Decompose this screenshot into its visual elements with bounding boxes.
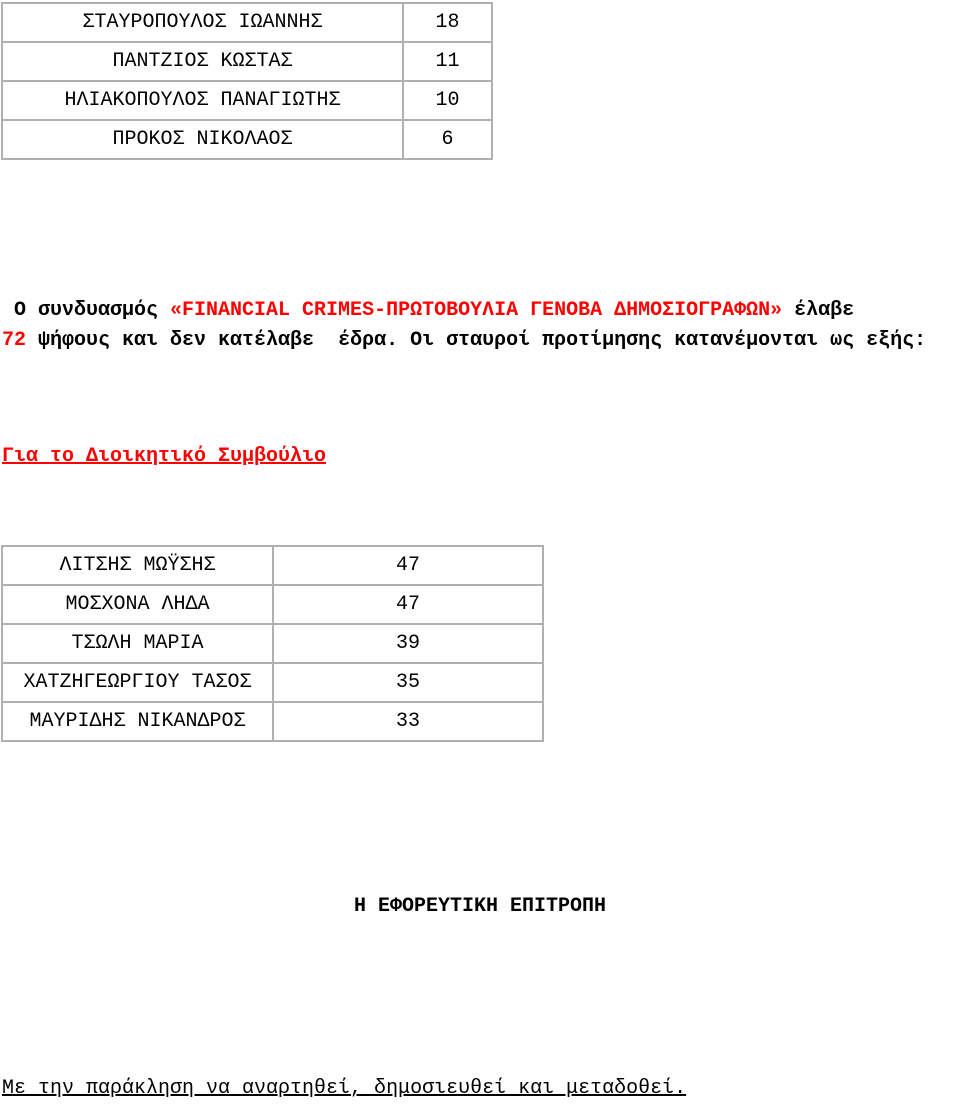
paragraph-rest: ψήφους και δεν κατέλαβε έδρα. Οι σταυροί προτίμησης κατανέμονται ως εξής: <box>26 329 927 352</box>
publication-request: Με την παράκληση να αναρτηθεί, δημοσιευθεί και μεταδοθεί. <box>2 1077 687 1100</box>
table-row <box>2 42 492 81</box>
candidate-votes: 10 <box>403 81 492 120</box>
table-row <box>2 624 543 663</box>
candidate-votes: 47 <box>273 585 543 624</box>
candidate-name: ΣΤΑΥΡΟΠΟΥΛΟΣ ΙΩΑΝΝΗΣ <box>2 3 403 42</box>
board-votes-table <box>1 545 544 742</box>
candidate-name: ΠΡΟΚΟΣ ΝΙΚΟΛΑΟΣ <box>2 120 403 159</box>
candidate-votes: 39 <box>273 624 543 663</box>
combination-name: «FINANCIAL CRIMES-ΠΡΩΤΟΒΟΥΛΙΑ ΓΕΝΟΒΑ ΔΗΜΟΣΙΟΓΡΑΦΩΝ» <box>170 299 783 322</box>
candidate-name: ΧΑΤΖΗΓΕΩΡΓΙΟΥ ΤΑΣΟΣ <box>2 663 273 702</box>
preference-votes-table <box>1 2 493 160</box>
table-row <box>2 663 543 702</box>
combination-result-paragraph <box>2 296 958 356</box>
candidate-name: ΛΙΤΣΗΣ ΜΩΫΣΗΣ <box>2 546 273 585</box>
table-row <box>2 3 492 42</box>
candidate-name: ΜΟΣΧΟΝΑ ΛΗΔΑ <box>2 585 273 624</box>
table-row <box>2 546 543 585</box>
table-row <box>2 81 492 120</box>
candidate-votes: 6 <box>403 120 492 159</box>
table-row <box>2 702 543 741</box>
paragraph-tail: έλαβε <box>782 299 855 322</box>
table-row <box>2 585 543 624</box>
candidate-name: ΤΣΩΛΗ ΜΑΡΙΑ <box>2 624 273 663</box>
candidate-name: ΗΛΙΑΚΟΠΟΥΛΟΣ ΠΑΝΑΓΙΩΤΗΣ <box>2 81 403 120</box>
candidate-votes: 35 <box>273 663 543 702</box>
election-committee-signature: Η ΕΦΟΡΕΥΤΙΚΗ ΕΠΙΤΡΟΠΗ <box>353 895 607 918</box>
candidate-name: ΜΑΥΡΙΔΗΣ ΝΙΚΑΝΔΡΟΣ <box>2 702 273 741</box>
candidate-votes: 47 <box>273 546 543 585</box>
paragraph-lead: Ο συνδυασμός <box>2 299 171 322</box>
candidate-votes: 33 <box>273 702 543 741</box>
candidate-name: ΠΑΝΤΖΙΟΣ ΚΩΣΤΑΣ <box>2 42 403 81</box>
candidate-votes: 18 <box>403 3 492 42</box>
combination-votes: 72 <box>2 329 27 352</box>
board-heading: Για το Διοικητικό Συμβούλιο <box>2 445 327 468</box>
table-row <box>2 120 492 159</box>
candidate-votes: 11 <box>403 42 492 81</box>
